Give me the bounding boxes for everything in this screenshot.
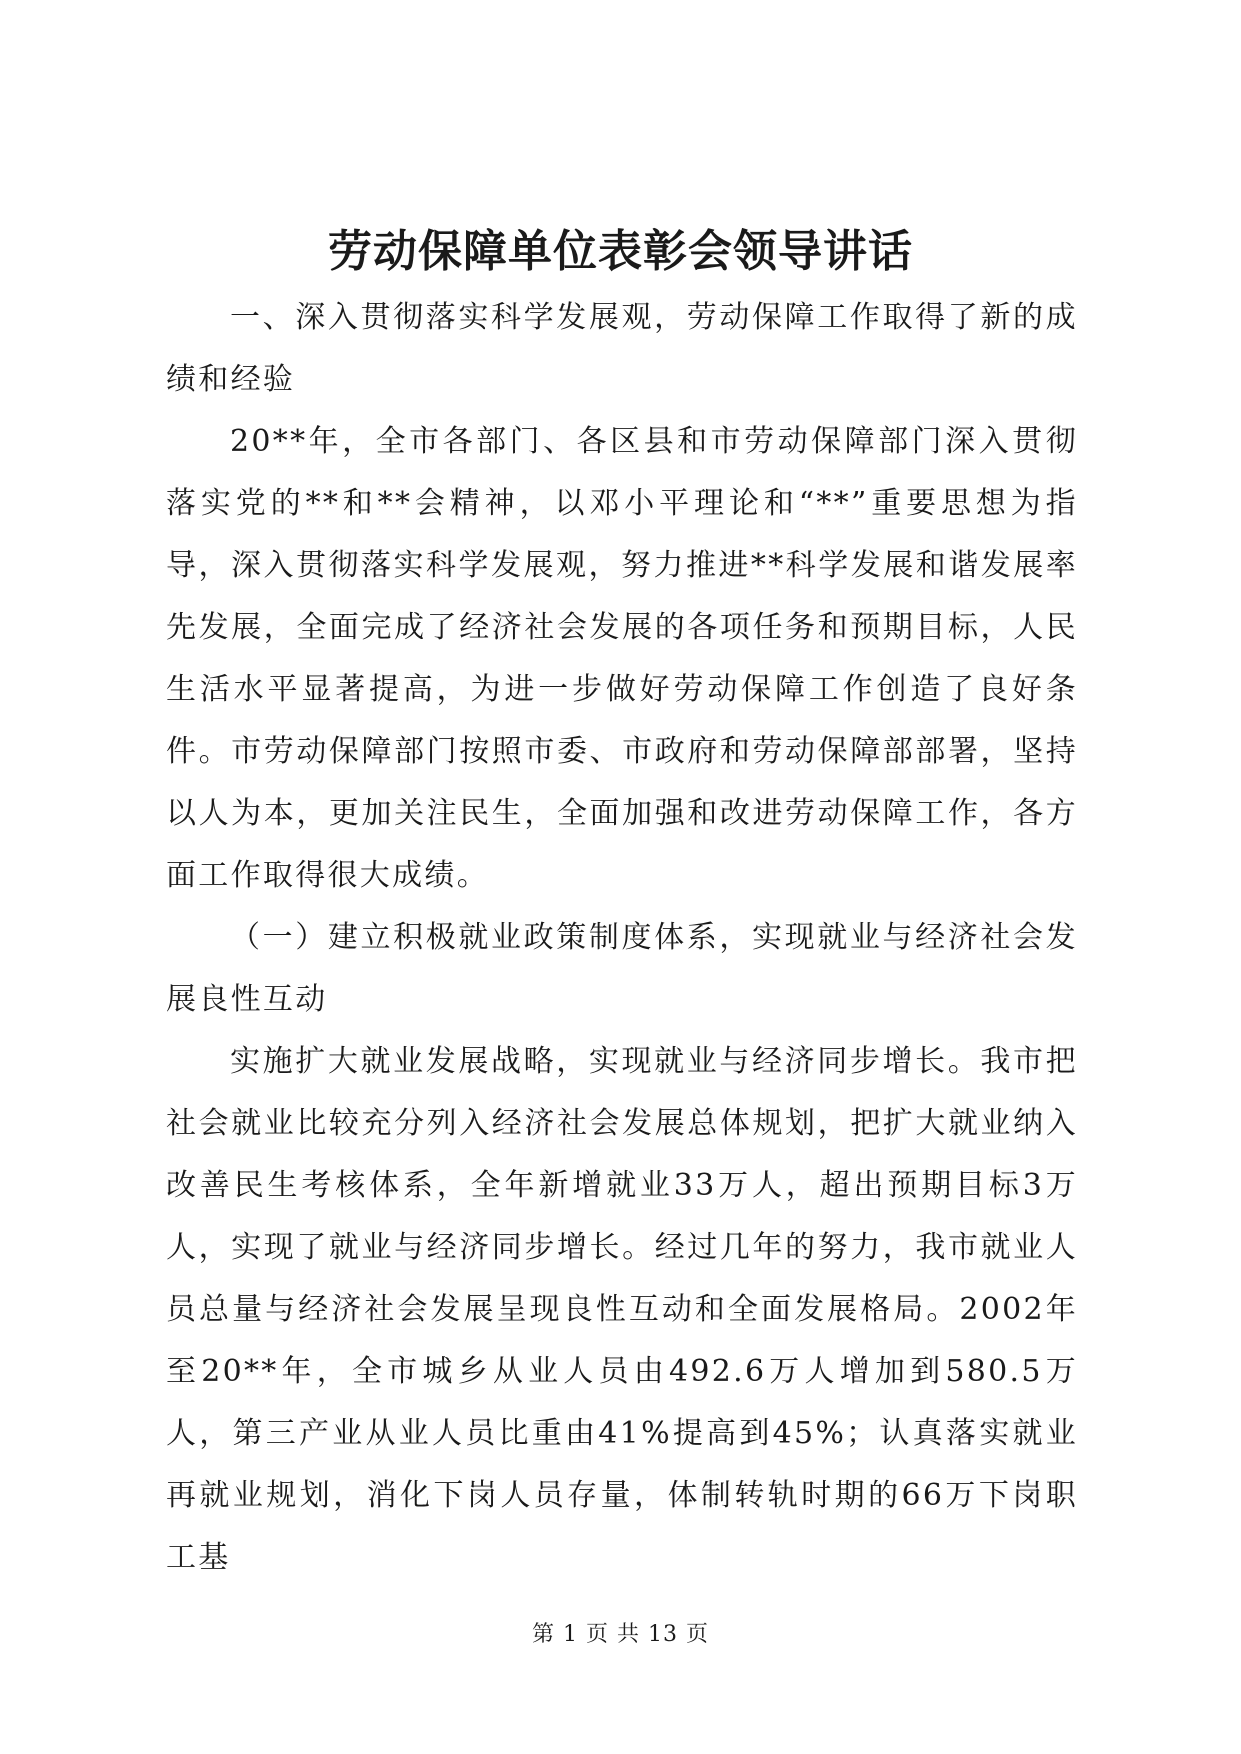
page-footer: 第 1 页 共 13 页 <box>532 1622 709 1647</box>
document-title: 劳动保障单位表彰会领导讲话 <box>328 226 913 277</box>
subsection-heading-1: （一）建立积极就业政策制度体系，实现就业与经济社会发展良性互动 <box>166 920 1078 1017</box>
section-heading-1: 一、深入贯彻落实科学发展观，劳动保障工作取得了新的成绩和经验 <box>166 300 1078 397</box>
body-paragraph-2: 实施扩大就业发展战略，实现就业与经济同步增长。我市把社会就业比较充分列入经济社会发展总体规划，把扩大就业纳入改善民生考核体系，全年新增就业33万人，超出预期目标3万人，实现了就业与经济同步增长。经过几年的努力，我市就业人员总量与经济社会发展呈现良性互动和全面发展格局。2002年至20**年，全市城乡从业人员由492.6万人增加到580.5万人，第三产业从业人员比重由41%提高到45%；认真落实就业再就业规划，消化下岗人员存量，体制转轨时期的66万下岗职工基 <box>166 1044 1078 1575</box>
body-paragraph-1: 20**年，全市各部门、各区县和市劳动保障部门深入贯彻落实党的**和**会精神，以邓小平理论和“**”重要思想为指导，深入贯彻落实科学发展观，努力推进**科学发展和谐发展率先发展，全面完成了经济社会发展的各项任务和预期目标，人民生活水平显著提高，为进一步做好劳动保障工作创造了良好条件。市劳动保障部门按照市委、市政府和劳动保障部部署，坚持以人为本，更加关注民生，全面加强和改进劳动保障工作，各方面工作取得很大成绩。 <box>166 424 1078 893</box>
document-body <box>166 287 1078 1589</box>
